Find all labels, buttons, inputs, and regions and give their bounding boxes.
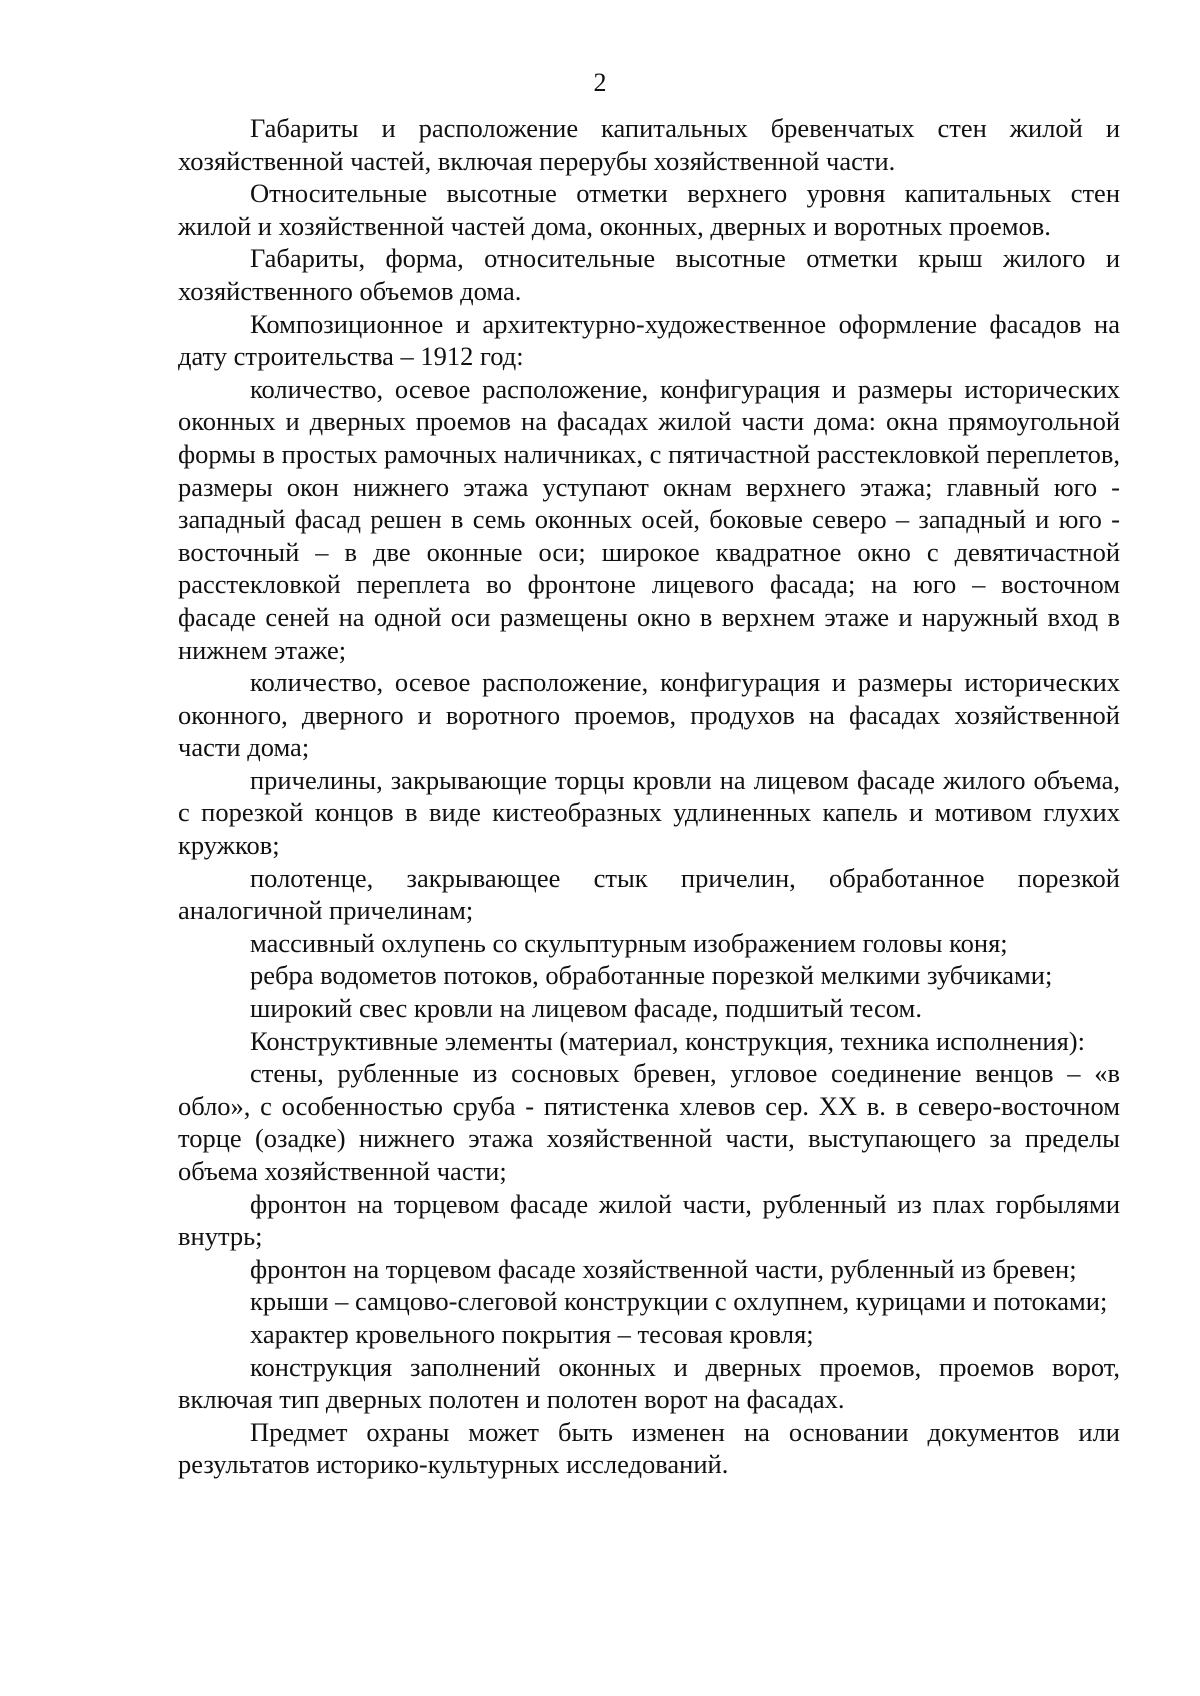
list-paragraph: ребра водометов потоков, обработанные порезкой мелкими зубчиками; [250, 960, 1053, 991]
list-paragraph: количество, осевое расположение, конфигурация и размеры исторических оконного, дверного и воротного проемов, продухов на фасадах хозяйственной части дома; [178, 667, 1120, 763]
list-paragraph: количество, осевое расположение, конфигурация и размеры исторических оконных и дверных проемов на фасадах жилой части дома: окна прямоугольной формы в простых рамочных наличниках, с пятичастной расстекловкой переплетов, размеры окон нижнего этажа уступают окнам верхнего этажа; главный юго - западный фасад решен в семь оконных осей, боковые северо – западный и юго - восточный – в две оконные оси; широкое квадратное окно с девятичастной расстекловкой переплета во фронтоне лицевого фасада; на юго – восточном фасаде сеней на одной оси размещены окно в верхнем этаже и наружный вход в нижнем этаже; [178, 373, 1120, 665]
paragraph: Предмет охраны может быть изменен на основании документов или результатов историко-культурных исследований. [178, 1416, 1120, 1480]
paragraph: Конструктивные элементы (материал, конструкция, техника исполнения): [250, 1025, 1085, 1056]
paragraph: Габариты и расположение капитальных бревенчатых стен жилой и хозяйственной частей, включая перерубы хозяйственной части. [178, 113, 1120, 176]
list-paragraph: характер кровельного покрытия – тесовая кровля; [250, 1318, 814, 1349]
list-paragraph: конструкция заполнений оконных и дверных проемов, проемов ворот, включая тип дверных полотен и полотен ворот на фасадах. [178, 1351, 1120, 1415]
list-paragraph: полотенце, закрывающее стык причелин, обработанное порезкой аналогичной причелинам; [178, 862, 1120, 926]
list-paragraph: фронтон на торцевом фасаде жилой части, рубленный из плах горбылями внутрь; [178, 1188, 1120, 1252]
list-paragraph: стены, рубленные из сосновых бревен, угловое соединение венцов – «в обло», с особенностью сруба - пятистенка хлевов сер. XX в. в северо-восточном торце (озадке) нижнего этажа хозяйственной части, выступающего за пределы объема хозяйственной части; [178, 1058, 1120, 1186]
list-paragraph: фронтон на торцевом фасаде хозяйственной части, рубленный из бревен; [250, 1253, 1077, 1284]
list-paragraph: широкий свес кровли на лицевом фасаде, подшитый тесом. [250, 993, 922, 1024]
page-number: 2 [593, 68, 607, 97]
document-body [178, 112, 1120, 1481]
paragraph: Относительные высотные отметки верхнего уровня капитальных стен жилой и хозяйственной частей дома, оконных, дверных и воротных проемов. [178, 178, 1120, 241]
list-paragraph: причелины, закрывающие торцы кровли на лицевом фасаде жилого объема, с порезкой концов в виде кистеобразных удлиненных капель и мотивом глухих кружков; [178, 764, 1120, 861]
list-paragraph: крыши – самцово-слеговой конструкции с охлупнем, курицами и потоками; [250, 1286, 1108, 1317]
list-paragraph: массивный охлупень со скульптурным изображением головы коня; [250, 927, 1008, 958]
paragraph: Композиционное и архитектурно-художественное оформление фасадов на дату строительства – 1912 год: [178, 308, 1120, 372]
paragraph: Габариты, форма, относительные высотные отметки крыш жилого и хозяйственного объемов дома. [178, 243, 1120, 306]
